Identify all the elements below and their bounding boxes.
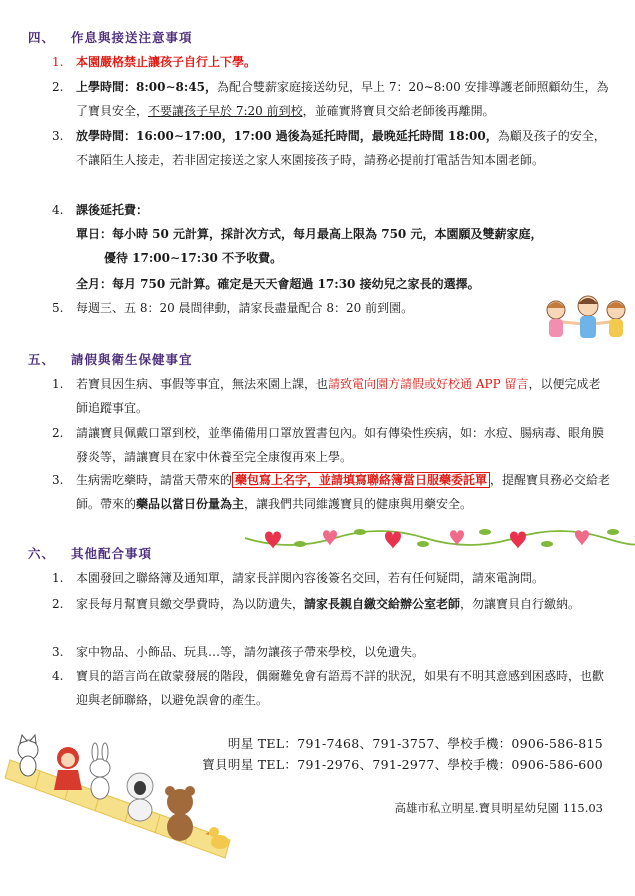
medicine-note-highlight: 藥包寫上名字，並請填寫聯絡簿當日服藥委託單 [232, 472, 490, 488]
section-6-item-4: 4. 寶貝的語言尚在啟蒙發展的階段，偶爾難免會有語焉不詳的狀況，如果有不明其意感到困惑時，也歡迎與老師聯絡，以避免誤會的產生。 [52, 669, 605, 707]
section-6-item-3: 3. 家中物品、小飾品、玩具…等，請勿讓孩子帶來學校，以免遺失。 [52, 645, 425, 659]
section-4-item-2: 2. 上學時間：8:00∼8:45，為配合雙薪家庭接送幼兒，早上 7：20∼8:00 安排導護老師照顧幼生，為了寶貝安全，不要讓孩子早於 7:20 前到校，並確實將寶貝交給老師後再離開。 [52, 80, 609, 118]
section-5-item-2: 2. 請讓寶貝佩戴口罩到校，並準備備用口罩放置書包內。如有傳染性疾病，如：水痘、腸病毒、眼角膜發炎等，請讓寶貝在家中休養至完全康復再來上學。 [52, 426, 605, 464]
section-6-item-1: 1. 本園發回之聯絡簿及通知單，請家長詳閱內容後簽名交回，若有任何疑問，請來電詢問。 [52, 571, 545, 585]
section-4-item-4: 4. 課後延托費： [52, 203, 149, 217]
section-4-item-3: 3. 放學時間：16:00∼17:00，17:00 過後為延托時間，最晚延托時間 18:00，為顧及孩子的安全，不讓陌生人接走，若非固定接送之家人來園接孩子時，請務必提前打電話告知本園老師。 [52, 129, 606, 167]
section-4-item-5: 5. 每週三、五 8：20 晨間律動，請家長盡量配合 8：20 前到園。 [52, 301, 414, 315]
section-4-item-1: 1. 本園嚴格禁止讓孩子自行上下學。 [52, 55, 257, 69]
footer-school-name: 高雄市私立明星.寶貝明星幼兒園 115.03 [394, 801, 603, 815]
section-6-heading: 六、 其他配合事項 [28, 546, 153, 561]
contact-line-baobei: 寶貝明星 TEL：791-2976、791-2977、學校手機：0906-586-600 [202, 757, 603, 772]
fee-daily-discount: 優待 17:00∼17:30 不予收費。 [104, 251, 283, 265]
section-5-item-1: 1. 若寶貝因生病、事假等事宜，無法來園上課，也請致電向園方請假或好校通 APP 留言，以便完成老師追蹤事宜。 [52, 377, 601, 415]
section-4-heading: 四、 作息與接送注意事項 [28, 30, 193, 45]
heart-vine-decoration [245, 522, 635, 556]
fee-monthly: 全月：每月 750 元計算。確定是天天會超過 17:30 接幼兒之家長的選擇。 [76, 277, 480, 291]
fee-daily: 單日：每小時 50 元計算，採計次方式，每月最高上限為 750 元，本園願及雙薪家庭， [76, 227, 543, 241]
section-5-item-3: 3. 生病需吃藥時，請當天帶來的 藥包寫上名字，並請填寫聯絡簿當日服藥委託單 ，提醒寶貝務必交給老師。帶來的藥品以當日份量為主，讓我們共同維護寶貝的健康與用藥安全。 [52, 473, 611, 511]
section-6-item-2: 2. 家長每月幫寶貝繳交學費時，為以防遺失，請家長親自繳交給辦公室老師，勿讓寶貝自行繳納。 [52, 597, 581, 611]
section-5-heading: 五、 請假與衛生保健事宜 [28, 352, 193, 367]
animal-parade-illustration [0, 730, 240, 890]
contact-line-mingxing: 明星 TEL：791-7468、791-3757、學校手機：0906-586-815 [227, 736, 603, 751]
children-holding-hands-illustration [540, 292, 630, 352]
